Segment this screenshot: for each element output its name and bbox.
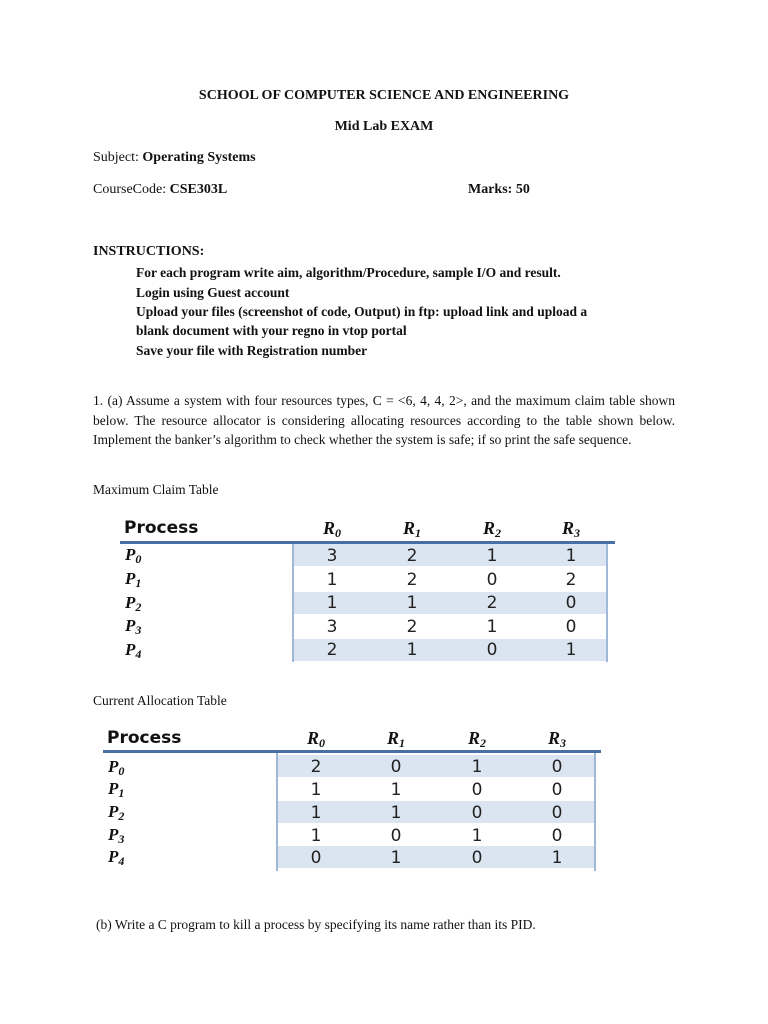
process-label: $P_1$: [108, 779, 125, 800]
table-cell: 0: [551, 803, 563, 823]
table-cell: 1: [406, 640, 418, 660]
table-cell: 2: [406, 570, 418, 590]
course-line: [93, 182, 227, 198]
instruction-line: Upload your files (screenshot of code, Output) in ftp: upload link and upload a: [136, 304, 588, 319]
current-alloc-table: [103, 728, 601, 874]
table-cell: 0: [390, 757, 402, 777]
table-cell: 0: [310, 848, 322, 868]
table-cell: 0: [565, 593, 577, 613]
table-cell: 1: [471, 757, 483, 777]
col-header: $R_1$: [386, 728, 405, 750]
table-cell: 0: [486, 640, 498, 660]
col-header: $R_3$: [547, 728, 566, 750]
table-cell: 3: [326, 546, 338, 566]
process-label: $P_2$: [125, 593, 142, 614]
process-header: Process: [107, 728, 182, 748]
column-divider: [606, 544, 608, 662]
process-label: $P_3$: [108, 825, 125, 846]
course-value: CSE303L: [169, 182, 228, 197]
column-divider: [276, 753, 278, 871]
subject-line: [93, 150, 256, 166]
table-cell: 2: [326, 640, 338, 660]
col-header: $R_2$: [482, 518, 501, 540]
instruction-line: blank document with your regno in vtop portal: [136, 323, 407, 338]
table-cell: 1: [471, 826, 483, 846]
table-cell: 1: [390, 780, 402, 800]
subject-label: Subject:: [93, 150, 143, 165]
max-claim-caption: Maximum Claim Table: [93, 482, 219, 497]
process-label: $P_0$: [108, 757, 125, 778]
table-cell: 0: [551, 826, 563, 846]
process-header: Process: [124, 518, 199, 538]
col-header: $R_0$: [322, 518, 341, 540]
col-header: $R_0$: [306, 728, 325, 750]
table-cell: 1: [326, 593, 338, 613]
table-cell: 1: [406, 593, 418, 613]
subject-value: Operating Systems: [142, 150, 256, 165]
table-cell: 1: [390, 848, 402, 868]
table-cell: 0: [551, 757, 563, 777]
exam-title: Mid Lab EXAM: [334, 119, 434, 134]
table-cell: 0: [565, 617, 577, 637]
col-header: $R_3$: [561, 518, 580, 540]
table-cell: 3: [326, 617, 338, 637]
table-cell: 2: [310, 757, 322, 777]
table-cell: 1: [326, 570, 338, 590]
column-divider: [594, 753, 596, 871]
table-cell: 2: [406, 617, 418, 637]
table-cell: 0: [471, 780, 483, 800]
table-cell: 1: [310, 803, 322, 823]
table-cell: 0: [551, 780, 563, 800]
col-header: $R_2$: [467, 728, 486, 750]
col-header: $R_1$: [402, 518, 421, 540]
table-cell: 1: [310, 826, 322, 846]
table-cell: 0: [471, 803, 483, 823]
current-alloc-caption: Current Allocation Table: [93, 693, 227, 708]
instruction-line: For each program write aim, algorithm/Procedure, sample I/O and result.: [136, 265, 561, 280]
column-divider: [292, 544, 294, 662]
max-claim-table: [120, 518, 615, 664]
table-cell: 1: [486, 546, 498, 566]
table-cell: 1: [310, 780, 322, 800]
process-label: $P_0$: [125, 545, 142, 566]
question-1b: (b) Write a C program to kill a process by specifying its name rather than its PID.: [96, 917, 536, 932]
header-rule: [103, 750, 601, 753]
instruction-line: Save your file with Registration number: [136, 343, 368, 358]
table-cell: 1: [551, 848, 563, 868]
marks: Marks: 50: [468, 182, 530, 197]
question-1a: 1. (a) Assume a system with four resources types, C = <6, 4, 4, 2>, and the maximum claim table shown below. The resource allocator is considering allocating resources according to the table shown below. Implement the banker’s algorithm to check whether the system is safe; if so print the safe sequence.: [93, 393, 675, 447]
table-cell: 1: [390, 803, 402, 823]
process-label: $P_2$: [108, 802, 125, 823]
instruction-line: Login using Guest account: [136, 285, 290, 300]
course-label: CourseCode:: [93, 182, 170, 197]
table-cell: 2: [486, 593, 498, 613]
table-cell: 1: [565, 640, 577, 660]
process-label: $P_4$: [108, 847, 125, 868]
process-label: $P_3$: [125, 616, 142, 637]
table-cell: 0: [390, 826, 402, 846]
table-cell: 0: [486, 570, 498, 590]
table-cell: 2: [565, 570, 577, 590]
table-cell: 1: [565, 546, 577, 566]
table-cell: 2: [406, 546, 418, 566]
table-cell: 0: [471, 848, 483, 868]
process-label: $P_4$: [125, 640, 142, 661]
process-label: $P_1$: [125, 569, 142, 590]
school-title: SCHOOL OF COMPUTER SCIENCE AND ENGINEERING: [198, 88, 570, 103]
table-cell: 1: [486, 617, 498, 637]
instructions-title: INSTRUCTIONS:: [93, 244, 205, 259]
